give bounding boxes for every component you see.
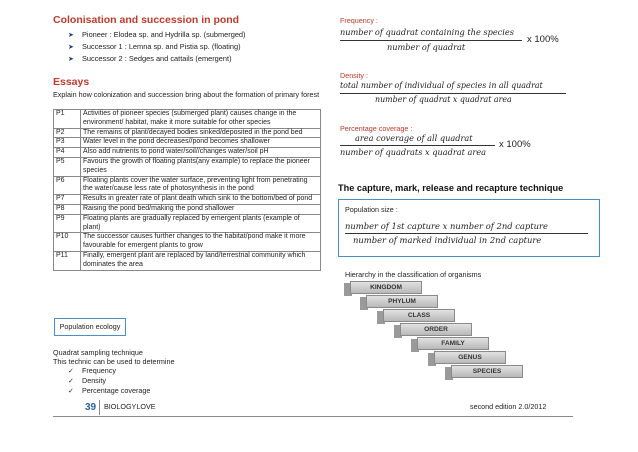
table-row	[54, 110, 321, 129]
population-ecology-box	[54, 318, 126, 336]
list-item	[68, 366, 116, 375]
taxonomy-label: GENUS	[458, 354, 482, 361]
taxonomy-label: ORDER	[424, 326, 448, 333]
succession-stage	[68, 54, 232, 63]
hierarchy-label: Hierarchy in the classification of organisms	[345, 270, 482, 279]
coverage-label: Percentage coverage :	[340, 124, 413, 133]
colonisation-title: Colonisation and succession in pond	[53, 14, 240, 26]
point-text: Results in greater rate of plant death which sink to the bottom/bed of pond	[81, 195, 321, 205]
table-row	[54, 251, 321, 270]
point-text: The remains of plant/decayed bodies sinked/deposited in the pond bed	[81, 128, 321, 138]
point-key: P1	[54, 110, 81, 129]
footer-brand: BIOLOGYLOVE	[104, 402, 156, 411]
point-key: P6	[54, 176, 81, 195]
taxonomy-step-family	[417, 337, 489, 350]
page-number: 39	[85, 402, 97, 413]
table-row	[54, 157, 321, 176]
quadrat-determine: This technic can be used to determine	[53, 357, 175, 366]
point-text: The successor causes further changes to the habitat/pond make it more favourable for emergent plants to grow	[81, 233, 321, 252]
table-row	[54, 204, 321, 214]
table-row	[54, 233, 321, 252]
list-item-text: Density	[82, 376, 106, 385]
coverage-numerator: area coverage of all quadrat	[355, 133, 473, 143]
list-item-text: Frequency	[82, 366, 116, 375]
point-text: Floating plants cover the water surface, preventing light from penetrating the water/cause less rate of photosynthesis in the pond	[81, 176, 321, 195]
taxonomy-label: SPECIES	[472, 368, 502, 375]
taxonomy-step-class	[383, 309, 455, 322]
point-text: Finally, emergent plant are replaced by land/terrestrial community which dominates the area	[81, 251, 321, 270]
density-fraction-bar	[340, 93, 566, 94]
taxonomy-step-order	[400, 323, 472, 336]
point-key: P3	[54, 138, 81, 148]
succession-stage	[68, 42, 241, 51]
taxonomy-step-phylum	[366, 295, 438, 308]
taxonomy-label: FAMILY	[441, 340, 465, 347]
footer-rule	[53, 416, 573, 417]
point-text: Floating plants are gradually replaced by emergent plants (example of plant)	[81, 214, 321, 233]
capture-technique-title: The capture, mark, release and recapture technique	[338, 183, 564, 193]
point-key: P4	[54, 148, 81, 158]
coverage-fraction-bar	[340, 145, 495, 146]
arrow-bullet-icon: ➤	[68, 32, 74, 39]
point-text: Water level in the pond decreases//pond becomes shallower	[81, 138, 321, 148]
population-ecology-label: Population ecology	[59, 322, 121, 331]
arrow-bullet-icon: ➤	[68, 56, 74, 63]
point-text: Favours the growth of floating plants(any example) to replace the pioneer species	[81, 157, 321, 176]
coverage-multiplier: x 100%	[499, 139, 531, 150]
population-size-label: Population size :	[345, 205, 398, 214]
point-text: Also add nutrients to pond water/soil//changes water/soil pH	[81, 148, 321, 158]
checkmark-icon: ✓	[68, 386, 75, 395]
arrow-bullet-icon: ➤	[68, 44, 74, 51]
quadrat-intro: Quadrat sampling technique	[53, 348, 143, 357]
point-key: P8	[54, 204, 81, 214]
checkmark-icon: ✓	[68, 376, 75, 385]
population-denominator: number of marked individual in 2nd capture	[353, 235, 542, 245]
point-key: P11	[54, 251, 81, 270]
essay-answer-table	[53, 109, 321, 271]
population-fraction-bar	[345, 233, 588, 234]
taxonomy-step-kingdom	[350, 281, 422, 294]
table-row	[54, 138, 321, 148]
point-key: P9	[54, 214, 81, 233]
frequency-multiplier: x 100%	[527, 34, 559, 45]
stage-text: Successor 2 : Sedges and cattails (emergent)	[82, 54, 232, 63]
list-item	[68, 386, 150, 395]
taxonomy-label: KINGDOM	[370, 284, 402, 291]
list-item	[68, 376, 106, 385]
taxonomy-label: PHYLUM	[388, 298, 416, 305]
density-label: Density :	[340, 71, 368, 80]
essays-title: Essays	[53, 76, 90, 88]
checkmark-icon: ✓	[68, 366, 75, 375]
point-text: Raising the pond bed/making the pond shallower	[81, 204, 321, 214]
point-key: P2	[54, 128, 81, 138]
taxonomy-step-genus	[434, 351, 506, 364]
table-row	[54, 128, 321, 138]
table-row	[54, 148, 321, 158]
frequency-numerator: number of quadrat containing the species	[340, 27, 514, 37]
stage-text: Pioneer : Elodea sp. and Hydrilla sp. (submerged)	[82, 30, 246, 39]
frequency-fraction-bar	[340, 40, 522, 41]
point-text: Activities of pioneer species (submerged plant) causes change in the environment/ habitat, make it more suitable for other species	[81, 110, 321, 129]
table-row	[54, 214, 321, 233]
population-numerator: number of 1st capture x number of 2nd capture	[345, 221, 549, 231]
density-numerator: total number of individual of species in all quadrat	[340, 81, 543, 90]
footer-separator	[99, 400, 100, 415]
coverage-denominator: number of quadrats x quadrat area	[340, 147, 487, 157]
frequency-denominator: number of quadrat	[387, 42, 466, 52]
taxonomy-step-species	[451, 365, 523, 378]
list-item-text: Percentage coverage	[82, 386, 151, 395]
point-key: P7	[54, 195, 81, 205]
point-key: P5	[54, 157, 81, 176]
point-key: P10	[54, 233, 81, 252]
succession-stage	[68, 30, 246, 39]
table-row	[54, 195, 321, 205]
footer-edition: second edition 2.0/2012	[470, 402, 547, 411]
table-row	[54, 176, 321, 195]
frequency-label: Frequency :	[340, 16, 378, 25]
density-denominator: number of quadrat x quadrat area	[375, 95, 512, 104]
stage-text: Successor 1 : Lemna sp. and Pistia sp. (floating)	[82, 42, 241, 51]
taxonomy-label: CLASS	[407, 312, 431, 319]
essay-question: Explain how colonization and succession bring about the formation of primary forest	[53, 90, 320, 99]
